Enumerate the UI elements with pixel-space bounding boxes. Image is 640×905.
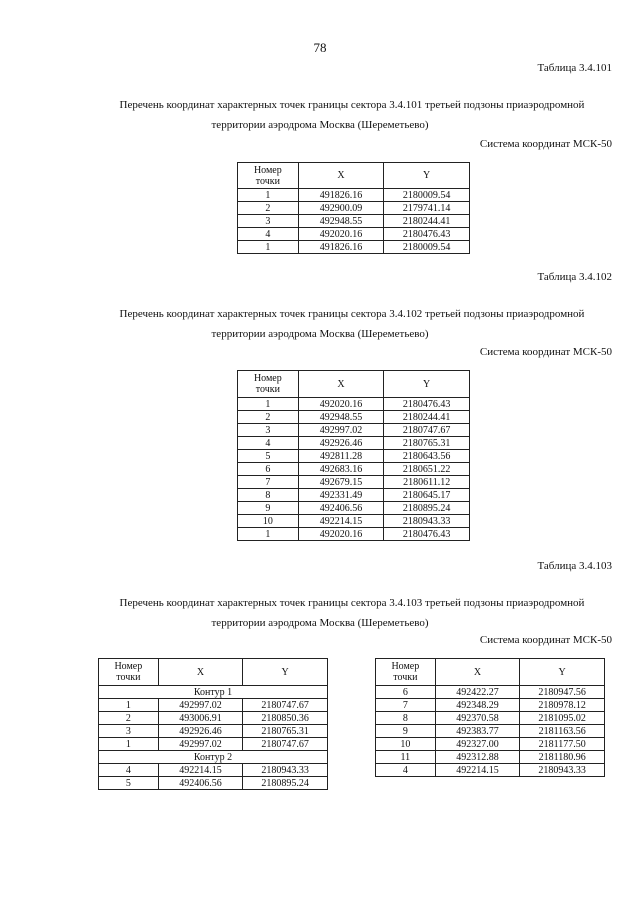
- table-row: [99, 712, 328, 725]
- point-number-cell: 10: [376, 738, 436, 751]
- x-coordinate-cell: 492997.02: [298, 424, 384, 437]
- table-row: [99, 777, 328, 790]
- point-number-cell: 1: [99, 699, 159, 712]
- y-coordinate-cell: 2180747.67: [243, 738, 328, 751]
- y-coordinate-cell: 2180643.56: [384, 450, 470, 463]
- table-row: [238, 398, 470, 411]
- header-point-number: Номер точки: [238, 371, 299, 398]
- point-number-cell: 6: [238, 463, 299, 476]
- y-coordinate-cell: 2180476.43: [384, 398, 470, 411]
- point-number-cell: 7: [238, 476, 299, 489]
- table-header-row: [99, 659, 328, 686]
- x-coordinate-cell: 493006.91: [158, 712, 243, 725]
- point-number-cell: 9: [376, 725, 436, 738]
- y-coordinate-cell: 2180895.24: [384, 502, 470, 515]
- x-coordinate-cell: 491826.16: [298, 189, 384, 202]
- y-coordinate-cell: 2180765.31: [243, 725, 328, 738]
- x-coordinate-cell: 491826.16: [298, 241, 384, 254]
- contour-label: Контур 2: [99, 751, 328, 764]
- x-coordinate-cell: 492348.29: [435, 699, 520, 712]
- header-y: Y: [384, 371, 470, 398]
- table-row: [238, 502, 470, 515]
- y-coordinate-cell: 2180244.41: [384, 411, 470, 424]
- y-coordinate-cell: 2180747.67: [243, 699, 328, 712]
- y-coordinate-cell: 2180244.41: [384, 215, 470, 228]
- y-coordinate-cell: 2180850.36: [243, 712, 328, 725]
- y-coordinate-cell: 2181163.56: [520, 725, 605, 738]
- contour-row: [99, 751, 328, 764]
- y-coordinate-cell: 2180645.17: [384, 489, 470, 502]
- x-coordinate-cell: 492926.46: [298, 437, 384, 450]
- point-number-cell: 6: [376, 686, 436, 699]
- page-number: 78: [313, 40, 327, 55]
- table-row: [238, 241, 470, 254]
- x-coordinate-cell: 492997.02: [158, 738, 243, 751]
- y-coordinate-cell: 2180947.56: [520, 686, 605, 699]
- y-coordinate-cell: 2180476.43: [384, 228, 470, 241]
- x-coordinate-cell: 492900.09: [298, 202, 384, 215]
- y-coordinate-cell: 2180009.54: [384, 241, 470, 254]
- x-coordinate-cell: 492020.16: [298, 228, 384, 241]
- contour-row: [99, 686, 328, 699]
- table-row: [99, 764, 328, 777]
- y-coordinate-cell: 2179741.14: [384, 202, 470, 215]
- x-coordinate-cell: 492406.56: [298, 502, 384, 515]
- header-y: Y: [384, 163, 470, 189]
- table-header-row: [376, 659, 605, 686]
- table-caption: [0, 95, 640, 135]
- header-x: X: [298, 371, 384, 398]
- y-coordinate-cell: 2180009.54: [384, 189, 470, 202]
- table-row: [238, 437, 470, 450]
- table-row: [376, 725, 605, 738]
- contour-label: Контур 1: [99, 686, 328, 699]
- caption-line: Перечень координат характерных точек границы сектора 3.4.102 третьей подзоны приаэродромной: [119, 308, 585, 320]
- table-label: Таблица 3.4.101: [537, 62, 612, 74]
- caption-line: территории аэродрома Москва (Шереметьево): [211, 328, 429, 340]
- point-number-cell: 4: [238, 228, 299, 241]
- y-coordinate-cell: 2181177.50: [520, 738, 605, 751]
- caption-line: территории аэродрома Москва (Шереметьево): [211, 119, 429, 131]
- point-number-cell: 4: [99, 764, 159, 777]
- y-coordinate-cell: 2180765.31: [384, 437, 470, 450]
- point-number-cell: 11: [376, 751, 436, 764]
- point-number-cell: 8: [376, 712, 436, 725]
- table-row: [376, 712, 605, 725]
- table-caption: [0, 593, 640, 633]
- point-number-cell: 1: [238, 528, 299, 541]
- caption-line: Перечень координат характерных точек границы сектора 3.4.101 третьей подзоны приаэродромной: [119, 99, 585, 111]
- header-x: X: [435, 659, 520, 686]
- x-coordinate-cell: 492422.27: [435, 686, 520, 699]
- x-coordinate-cell: 492948.55: [298, 411, 384, 424]
- point-number-cell: 2: [99, 712, 159, 725]
- table-row: [376, 699, 605, 712]
- caption-line: Перечень координат характерных точек границы сектора 3.4.103 третьей подзоны приаэродромной: [119, 597, 585, 609]
- header-x: X: [298, 163, 384, 189]
- header-x: X: [158, 659, 243, 686]
- x-coordinate-cell: 492406.56: [158, 777, 243, 790]
- point-number-cell: 1: [238, 398, 299, 411]
- point-number-cell: 2: [238, 202, 299, 215]
- table-row: [376, 751, 605, 764]
- y-coordinate-cell: 2180943.33: [520, 764, 605, 777]
- table-label: Таблица 3.4.102: [537, 271, 612, 283]
- table-row: [376, 738, 605, 751]
- table-row: [238, 202, 470, 215]
- coordinates-table: [237, 162, 470, 254]
- x-coordinate-cell: 492214.15: [158, 764, 243, 777]
- header-point-number: Номер точки: [238, 163, 299, 189]
- table-row: [238, 528, 470, 541]
- x-coordinate-cell: 492383.77: [435, 725, 520, 738]
- x-coordinate-cell: 492811.28: [298, 450, 384, 463]
- coordinate-system-label: Система координат МСК-50: [479, 634, 612, 646]
- table-row: [99, 699, 328, 712]
- y-coordinate-cell: 2180943.33: [243, 764, 328, 777]
- coordinate-system-label: Система координат МСК-50: [479, 138, 612, 150]
- table-row: [99, 738, 328, 751]
- x-coordinate-cell: 492997.02: [158, 699, 243, 712]
- y-coordinate-cell: 2180895.24: [243, 777, 328, 790]
- header-point-number: Номер точки: [376, 659, 436, 686]
- y-coordinate-cell: 2180978.12: [520, 699, 605, 712]
- x-coordinate-cell: 492214.15: [435, 764, 520, 777]
- point-number-cell: 1: [238, 241, 299, 254]
- table-row: [376, 764, 605, 777]
- x-coordinate-cell: 492327.00: [435, 738, 520, 751]
- point-number-cell: 3: [99, 725, 159, 738]
- x-coordinate-cell: 492312.88: [435, 751, 520, 764]
- table-row: [238, 424, 470, 437]
- table-row: [238, 463, 470, 476]
- point-number-cell: 7: [376, 699, 436, 712]
- point-number-cell: 2: [238, 411, 299, 424]
- table-row: [376, 686, 605, 699]
- x-coordinate-cell: 492948.55: [298, 215, 384, 228]
- table-row: [238, 228, 470, 241]
- header-y: Y: [243, 659, 328, 686]
- y-coordinate-cell: 2180651.22: [384, 463, 470, 476]
- y-coordinate-cell: 2181180.96: [520, 751, 605, 764]
- caption-line: территории аэродрома Москва (Шереметьево): [211, 617, 429, 629]
- x-coordinate-cell: 492214.15: [298, 515, 384, 528]
- coordinates-table: [237, 370, 470, 541]
- table-row: [238, 411, 470, 424]
- point-number-cell: 10: [238, 515, 299, 528]
- x-coordinate-cell: 492926.46: [158, 725, 243, 738]
- table-row: [238, 515, 470, 528]
- header-point-number: Номер точки: [99, 659, 159, 686]
- point-number-cell: 9: [238, 502, 299, 515]
- table-caption: [0, 304, 640, 344]
- point-number-cell: 5: [99, 777, 159, 790]
- y-coordinate-cell: 2180943.33: [384, 515, 470, 528]
- y-coordinate-cell: 2181095.02: [520, 712, 605, 725]
- point-number-cell: 1: [238, 189, 299, 202]
- table-row: [238, 489, 470, 502]
- point-number-cell: 3: [238, 424, 299, 437]
- point-number-cell: 1: [99, 738, 159, 751]
- coordinates-table: [375, 658, 605, 777]
- table-row: [99, 725, 328, 738]
- coordinates-table: [98, 658, 328, 790]
- x-coordinate-cell: 492331.49: [298, 489, 384, 502]
- coordinate-system-label: Система координат МСК-50: [479, 346, 612, 358]
- table-header-row: [238, 371, 470, 398]
- x-coordinate-cell: 492020.16: [298, 528, 384, 541]
- header-y: Y: [520, 659, 605, 686]
- table-label: Таблица 3.4.103: [537, 560, 612, 572]
- table-row: [238, 450, 470, 463]
- y-coordinate-cell: 2180747.67: [384, 424, 470, 437]
- point-number-cell: 3: [238, 215, 299, 228]
- y-coordinate-cell: 2180611.12: [384, 476, 470, 489]
- x-coordinate-cell: 492679.15: [298, 476, 384, 489]
- y-coordinate-cell: 2180476.43: [384, 528, 470, 541]
- x-coordinate-cell: 492020.16: [298, 398, 384, 411]
- table-row: [238, 476, 470, 489]
- table-row: [238, 215, 470, 228]
- x-coordinate-cell: 492683.16: [298, 463, 384, 476]
- point-number-cell: 4: [376, 764, 436, 777]
- table-row: [238, 189, 470, 202]
- point-number-cell: 8: [238, 489, 299, 502]
- point-number-cell: 5: [238, 450, 299, 463]
- point-number-cell: 4: [238, 437, 299, 450]
- table-header-row: [238, 163, 470, 189]
- x-coordinate-cell: 492370.58: [435, 712, 520, 725]
